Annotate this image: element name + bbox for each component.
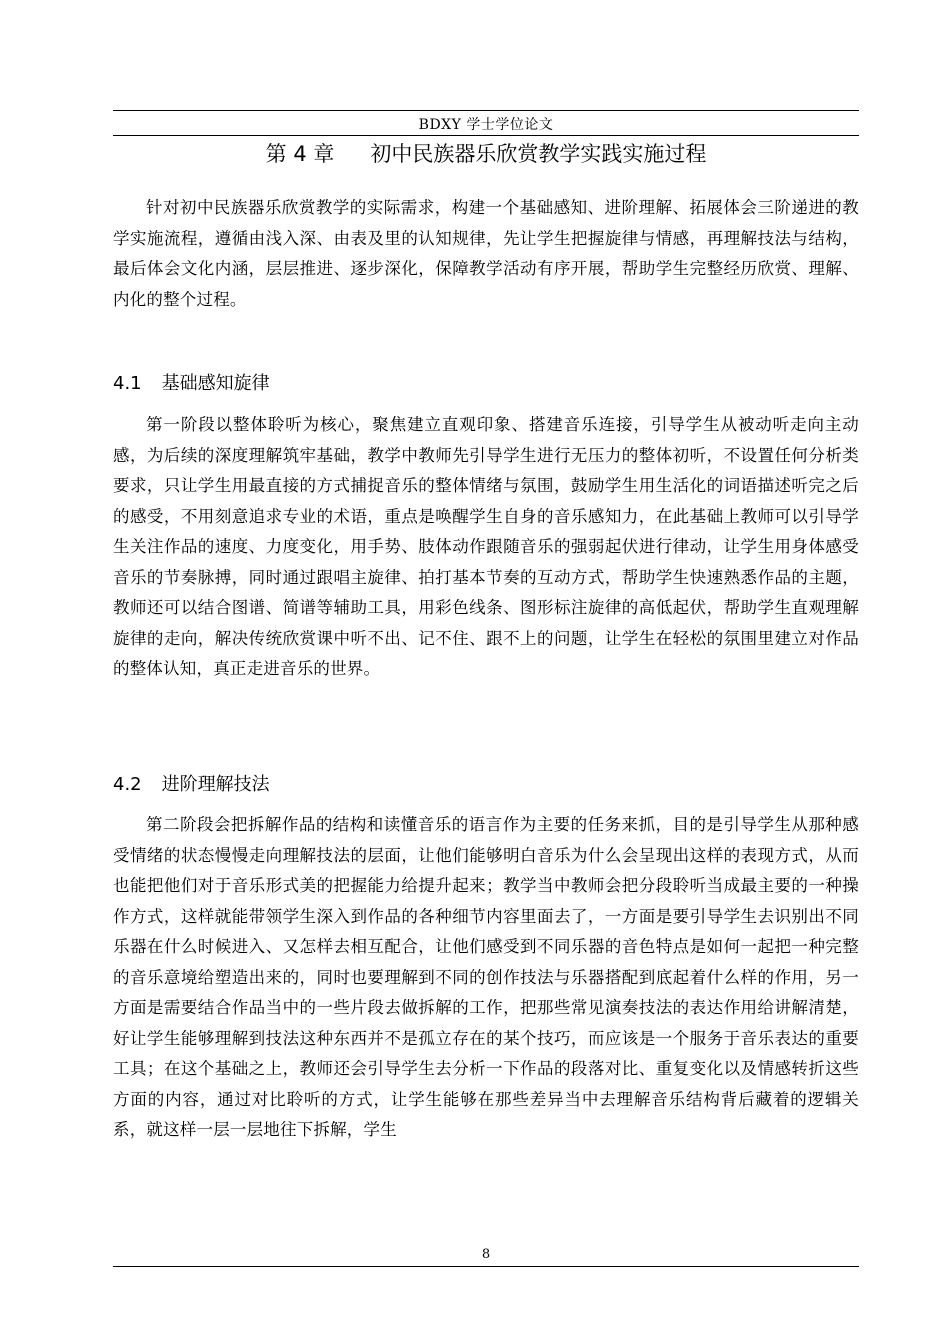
page-number: 8	[481, 1247, 491, 1262]
intro-paragraph: 针对初中民族器乐欣赏教学的实际需求，构建一个基础感知、进阶理解、拓展体会三阶递进的教学实施流程，遵循由浅入深、由表及里的认知规律，先让学生把握旋律与情感，再理解技法与结构，最后体会文化内涵，层层推进、逐步深化，保障教学活动有序开展，帮助学生完整经历欣赏、理解、内化的整个过程。	[113, 198, 859, 309]
section-title: 基础感知旋律	[161, 373, 270, 394]
section-heading-4-2	[113, 773, 270, 797]
section-4-1-paragraph: 第一阶段以整体聆听为核心，聚焦建立直观印象、搭建音乐连接，引导学生从被动听走向主动感，为后续的深度理解筑牢基础，教学中教师先引导学生进行无压力的整体初听，不设置任何分析类要求，只让学生用最直接的方式捕捉音乐的整体情绪与氛围，鼓励学生用生活化的词语描述听完之后的感受，不用刻意追求专业的术语，重点是唤醒学生自身的音乐感知力，在此基础上教师可以引导学生关注作品的速度、力度变化，用手势、肢体动作跟随音乐的强弱起伏进行律动，让学生用身体感受音乐的节奏脉搏，同时通过跟唱主旋律、拍打基本节奏的互动方式，帮助学生快速熟悉作品的主题，教师还可以结合图谱、简谱等辅助工具，用彩色线条、图形标注旋律的高低起伏，帮助学生直观理解旋律的走向，解决传统欣赏课中听不出、记不住、跟不上的问题，让学生在轻松的氛围里建立对作品的整体认知，真正走进音乐的世界。	[113, 415, 859, 678]
running-header: BDXY 学士学位论文	[418, 117, 554, 133]
header-top-rule	[113, 110, 859, 111]
section-number: 4.1	[113, 373, 142, 394]
footer-rule	[113, 1266, 859, 1267]
section-heading-4-1	[113, 372, 270, 396]
chapter-title-text: 初中民族器乐欣赏教学实践实施过程	[370, 142, 707, 166]
chapter-number: 第 4 章	[265, 142, 335, 166]
section-title: 进阶理解技法	[161, 774, 270, 795]
section-4-2-paragraph: 第二阶段会把拆解作品的结构和读懂音乐的语言作为主要的任务来抓，目的是引导学生从那种感受情绪的状态慢慢走向理解技法的层面，让他们能够明白音乐为什么会呈现出这样的表现方式，从而也能把他们对于音乐形式美的把握能力给提升起来；教学当中教师会把分段聆听当成最主要的一种操作方式，这样就能带领学生深入到作品的各种细节内容里面去了，一方面是要引导学生去识别出不同乐器在什么时候进入、又怎样去相互配合，让他们感受到不同乐器的音色特点是如何一起把一种完整的音乐意境给塑造出来的，同时也要理解到不同的创作技法与乐器搭配到底起着什么样的作用，另一方面是需要结合作品当中的一些片段去做拆解的工作，把那些常见演奏技法的表达作用给讲解清楚，好让学生能够理解到技法这种东西并不是孤立存在的某个技巧，而应该是一个服务于音乐表达的重要工具；在这个基础之上，教师还会引导学生去分析一下作品的段落对比、重复变化以及情感转折这些方面的内容，通过对比聆听的方式，让学生能够在那些差异当中去理解音乐结构背后藏着的逻辑关系，就这样一层一层地往下拆解，学生	[113, 815, 859, 1139]
chapter-title	[113, 140, 859, 168]
header-bottom-rule	[113, 135, 859, 136]
section-number: 4.2	[113, 774, 142, 795]
